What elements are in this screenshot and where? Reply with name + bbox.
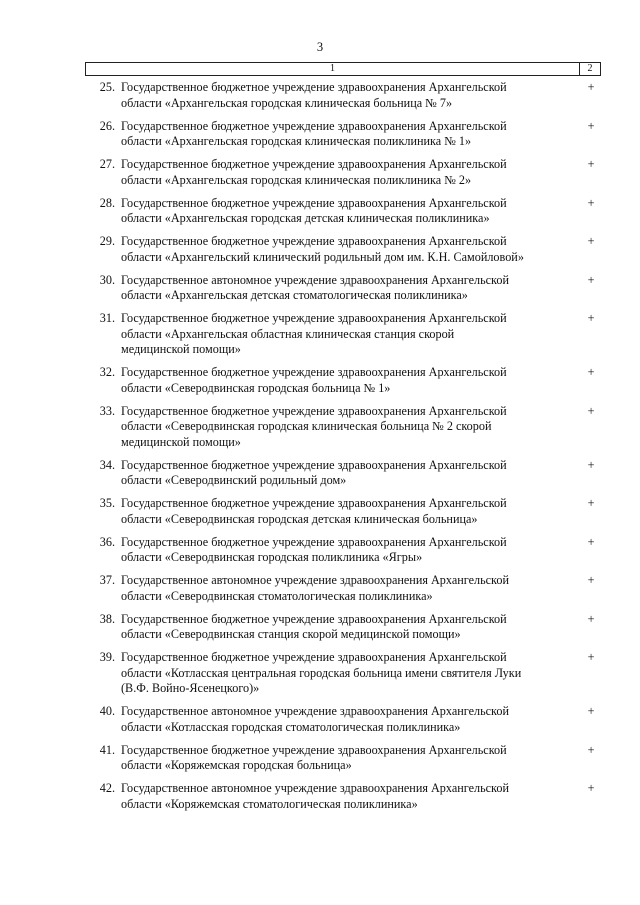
institution-name	[121, 404, 573, 451]
institution-name-line: медицинской помощи»	[121, 434, 241, 449]
row-number: 26.	[99, 118, 115, 133]
institution-name-line: Государственное бюджетное учреждение здравоохранения Архангельской	[121, 365, 507, 379]
institution-name	[121, 365, 573, 396]
row-number: 28.	[99, 195, 115, 210]
institution-name-line: области «Коряжемская городская больница»	[121, 758, 352, 772]
institution-name-line: области «Архангельская городская клиническая больница № 7»	[121, 95, 453, 110]
institution-name-line: Государственное бюджетное учреждение здравоохранения Архангельской	[121, 195, 507, 210]
institution-name	[121, 650, 573, 697]
institution-name	[121, 196, 573, 227]
institution-name-line: Государственное бюджетное учреждение здравоохранения Архангельской	[121, 457, 507, 472]
row-mark: +	[587, 457, 595, 472]
header-column-1: 1	[86, 63, 580, 75]
institution-name-line: области «Северодвинская городская поликлиника «Ягры»	[121, 550, 423, 564]
institution-name	[121, 458, 573, 489]
institution-name-line: области «Северодвинская городская больница № 1»	[121, 380, 391, 395]
row-mark: +	[587, 742, 595, 757]
row-mark: +	[587, 496, 595, 510]
row-number: 27.	[99, 157, 115, 171]
row-mark: +	[587, 365, 595, 379]
row-number: 34.	[99, 457, 115, 472]
row-mark: +	[587, 80, 595, 94]
institution-name-line: Государственное бюджетное учреждение здравоохранения Архангельской	[121, 496, 507, 510]
institution-name-line: Государственное автономное учреждение здравоохранения Архангельской	[121, 704, 509, 718]
row-number: 37.	[99, 573, 115, 587]
institution-name	[121, 535, 573, 566]
institution-name	[121, 157, 573, 188]
institution-name-line: области «Архангельская городская клиническая поликлиника № 1»	[121, 134, 472, 148]
institution-name-line: Государственное бюджетное учреждение здравоохранения Архангельской	[121, 611, 507, 626]
institution-name-line: области «Котласская центральная городская больница имени святителя Луки	[121, 665, 522, 680]
institution-name-line: области «Архангельская городская клиническая поликлиника № 2»	[121, 172, 472, 187]
row-mark: +	[587, 704, 595, 718]
institution-name	[121, 80, 573, 111]
institution-name	[121, 234, 573, 265]
row-mark: +	[587, 272, 595, 287]
institution-name	[121, 573, 573, 604]
institution-name	[121, 119, 573, 150]
row-mark: +	[587, 195, 595, 210]
row-mark: +	[587, 157, 595, 171]
institution-name-line: области «Северодвинская стоматологическая поликлиника»	[121, 588, 433, 603]
row-mark: +	[587, 611, 595, 626]
table-header-row	[85, 62, 601, 76]
institution-name	[121, 781, 573, 812]
institutions-table	[85, 62, 601, 811]
institution-name-line: области «Северодвинская городская детская клиническая больница»	[121, 511, 478, 526]
institution-name-line: области «Архангельская городская детская клиническая поликлиника»	[121, 211, 490, 225]
institution-name-line: области «Архангельская детская стоматологическая поликлиника»	[121, 288, 468, 302]
institution-name-line: области «Архангельская областная клиническая станция скорой	[121, 326, 455, 341]
row-mark: +	[587, 234, 595, 248]
institution-name-line: Государственное бюджетное учреждение здравоохранения Архангельской	[121, 157, 507, 171]
institution-name-line: медицинской помощи»	[121, 342, 241, 356]
institution-name-line: (В.Ф. Войно-Ясенецкого)»	[121, 681, 260, 695]
row-number: 39.	[99, 650, 115, 664]
institution-name	[121, 496, 573, 527]
row-mark: +	[587, 781, 595, 795]
institution-name-line: области «Северодвинский родильный дом»	[121, 473, 347, 487]
row-mark: +	[587, 311, 595, 325]
institution-name-line: области «Северодвинская станция скорой медицинской помощи»	[121, 627, 461, 641]
row-number: 42.	[99, 781, 115, 795]
row-number: 31.	[99, 311, 115, 325]
institution-name-line: Государственное бюджетное учреждение здравоохранения Архангельской	[121, 534, 507, 549]
row-mark: +	[587, 118, 595, 133]
row-number: 25.	[99, 80, 115, 94]
institution-name-line: Государственное бюджетное учреждение здравоохранения Архангельской	[121, 234, 507, 248]
institution-name-line: Государственное бюджетное учреждение здравоохранения Архангельской	[121, 650, 507, 664]
row-number: 35.	[99, 496, 115, 510]
institution-name-line: области «Коряжемская стоматологическая поликлиника»	[121, 796, 418, 811]
institution-name-line: Государственное автономное учреждение здравоохранения Архангельской	[121, 573, 509, 587]
row-number: 41.	[99, 742, 115, 757]
row-mark: +	[587, 534, 595, 549]
institution-name-line: Государственное бюджетное учреждение здравоохранения Архангельской	[121, 311, 507, 325]
institution-name-line: области «Архангельский клинический родильный дом им. К.Н. Самойловой»	[121, 249, 524, 264]
institution-name	[121, 704, 573, 735]
row-mark: +	[587, 573, 595, 587]
row-mark: +	[587, 403, 595, 418]
institution-name-line: Государственное автономное учреждение здравоохранения Архангельской	[121, 272, 509, 287]
institution-name	[121, 273, 573, 304]
row-number: 29.	[99, 234, 115, 248]
institution-name-line: Государственное бюджетное учреждение здравоохранения Архангельской	[121, 742, 507, 757]
institution-name-line: области «Котласская городская стоматологическая поликлиника»	[121, 719, 461, 734]
institution-name-line: области «Северодвинская городская клиническая больница № 2 скорой	[121, 419, 492, 433]
row-number: 32.	[99, 365, 115, 379]
institution-name-line: Государственное автономное учреждение здравоохранения Архангельской	[121, 781, 509, 795]
institution-name-line: Государственное бюджетное учреждение здравоохранения Архангельской	[121, 403, 507, 418]
row-number: 30.	[99, 272, 115, 287]
header-column-2: 2	[587, 63, 593, 74]
row-mark: +	[587, 650, 595, 664]
institution-name-line: Государственное бюджетное учреждение здравоохранения Архангельской	[121, 80, 507, 94]
institution-name	[121, 612, 573, 643]
row-number: 33.	[99, 403, 115, 418]
institution-name	[121, 743, 573, 774]
row-number: 38.	[99, 611, 115, 626]
page-number: 3	[316, 40, 324, 54]
row-number: 40.	[99, 704, 115, 718]
institution-name	[121, 311, 573, 358]
row-number: 36.	[99, 534, 115, 549]
institution-name-line: Государственное бюджетное учреждение здравоохранения Архангельской	[121, 118, 507, 133]
